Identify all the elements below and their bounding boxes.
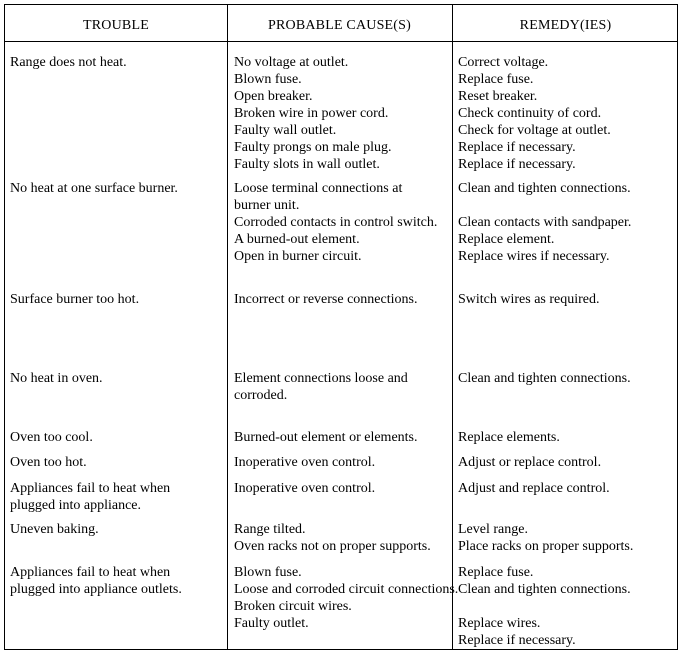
row-2-trouble-cell [10, 180, 178, 197]
remedies-line: Check continuity of cord. [458, 106, 602, 121]
causes-line: Incorrect or reverse connections. [234, 292, 418, 307]
remedies-line: Clean and tighten connections. [458, 181, 631, 196]
causes-line: Faulty outlet. [234, 616, 309, 631]
header-divider [5, 41, 677, 42]
causes-line: corroded. [234, 388, 288, 403]
causes-line: Loose terminal connections at [234, 181, 403, 196]
row-4-remedies-cell [458, 370, 631, 387]
trouble-line: Uneven baking. [10, 522, 99, 537]
row-6-trouble-cell [10, 454, 87, 471]
remedies-line: Place racks on proper supports. [458, 539, 634, 554]
causes-line: Open breaker. [234, 89, 313, 104]
causes-line: Open in burner circuit. [234, 249, 362, 264]
remedies-line: Replace wires if necessary. [458, 249, 610, 264]
column-divider-2 [452, 5, 453, 649]
causes-line: Broken circuit wires. [234, 599, 352, 614]
remedies-line: Adjust and replace control. [458, 481, 610, 496]
causes-line: Blown fuse. [234, 565, 302, 580]
remedies-line: Replace fuse. [458, 72, 534, 87]
trouble-line: Oven too cool. [10, 430, 93, 445]
column-divider-1 [227, 5, 228, 649]
header-remedies: REMEDY(IES) [519, 18, 612, 33]
causes-line: Blown fuse. [234, 72, 302, 87]
trouble-line: plugged into appliance outlets. [10, 582, 182, 597]
remedies-line: Clean and tighten connections. [458, 582, 631, 597]
row-1-remedies-cell [458, 54, 611, 173]
row-5-causes-cell [234, 429, 418, 446]
causes-line: Broken wire in power cord. [234, 106, 389, 121]
remedies-line: Clean and tighten connections. [458, 371, 631, 386]
row-9-trouble-cell [10, 564, 182, 598]
causes-line: burner unit. [234, 198, 300, 213]
causes-line: Range tilted. [234, 522, 306, 537]
row-8-remedies-cell [458, 521, 633, 555]
remedies-line: Replace element. [458, 232, 555, 247]
remedies-line: Switch wires as required. [458, 292, 600, 307]
remedies-line: Correct voltage. [458, 55, 549, 70]
row-3-trouble-cell [10, 291, 139, 308]
header-trouble: TROUBLE [83, 18, 149, 33]
row-4-trouble-cell [10, 370, 103, 387]
remedies-line: Clean contacts with sandpaper. [458, 215, 632, 230]
causes-line: Burned-out element or elements. [234, 430, 418, 445]
remedies-line: Check for voltage at outlet. [458, 123, 611, 138]
row-3-remedies-cell [458, 291, 600, 308]
row-8-causes-cell [234, 521, 431, 555]
remedies-line: Replace fuse. [458, 565, 534, 580]
row-2-remedies-cell [458, 180, 631, 265]
causes-line: A burned-out element. [234, 232, 360, 247]
causes-line: No voltage at outlet. [234, 55, 349, 70]
row-7-trouble-cell [10, 480, 170, 514]
remedies-line: Replace wires. [458, 616, 541, 631]
row-7-remedies-cell [458, 480, 610, 497]
row-5-trouble-cell [10, 429, 93, 446]
row-4-causes-cell [234, 370, 408, 404]
remedies-line: Replace if necessary. [458, 633, 576, 648]
trouble-line: plugged into appliance. [10, 498, 142, 513]
trouble-line: Surface burner too hot. [10, 292, 140, 307]
row-9-remedies-cell [458, 564, 631, 649]
causes-line: Corroded contacts in control switch. [234, 215, 438, 230]
header-probable-causes: PROBABLE CAUSE(S) [267, 18, 412, 33]
trouble-line: No heat in oven. [10, 371, 103, 386]
row-8-trouble-cell [10, 521, 99, 538]
trouble-line: Range does not heat. [10, 55, 127, 70]
causes-line: Faulty slots in wall outlet. [234, 157, 380, 172]
remedies-line: Reset breaker. [458, 89, 538, 104]
remedies-line [458, 197, 631, 214]
row-2-causes-cell [234, 180, 437, 265]
remedies-line: Adjust or replace control. [458, 455, 602, 470]
trouble-line: Oven too hot. [10, 455, 87, 470]
row-1-trouble-cell [10, 54, 127, 71]
causes-line: Faulty wall outlet. [234, 123, 337, 138]
row-9-causes-cell [234, 564, 458, 632]
row-3-causes-cell [234, 291, 417, 308]
causes-line: Element connections loose and [234, 371, 408, 386]
row-6-causes-cell [234, 454, 375, 471]
causes-line: Loose and corroded circuit connections. [234, 582, 459, 597]
causes-line: Faulty prongs on male plug. [234, 140, 392, 155]
remedies-line: Replace if necessary. [458, 157, 576, 172]
causes-line: Inoperative oven control. [234, 455, 376, 470]
remedies-line [458, 598, 631, 615]
remedies-line: Level range. [458, 522, 528, 537]
causes-line: Inoperative oven control. [234, 481, 376, 496]
row-1-causes-cell [234, 54, 392, 173]
remedies-line: Replace if necessary. [458, 140, 576, 155]
causes-line: Oven racks not on proper supports. [234, 539, 431, 554]
troubleshooting-table [4, 4, 678, 650]
trouble-line: Appliances fail to heat when [10, 565, 171, 580]
remedies-line: Replace elements. [458, 430, 560, 445]
trouble-line: Appliances fail to heat when [10, 481, 171, 496]
row-7-causes-cell [234, 480, 375, 497]
row-6-remedies-cell [458, 454, 601, 471]
trouble-line: No heat at one surface burner. [10, 181, 178, 196]
row-5-remedies-cell [458, 429, 560, 446]
